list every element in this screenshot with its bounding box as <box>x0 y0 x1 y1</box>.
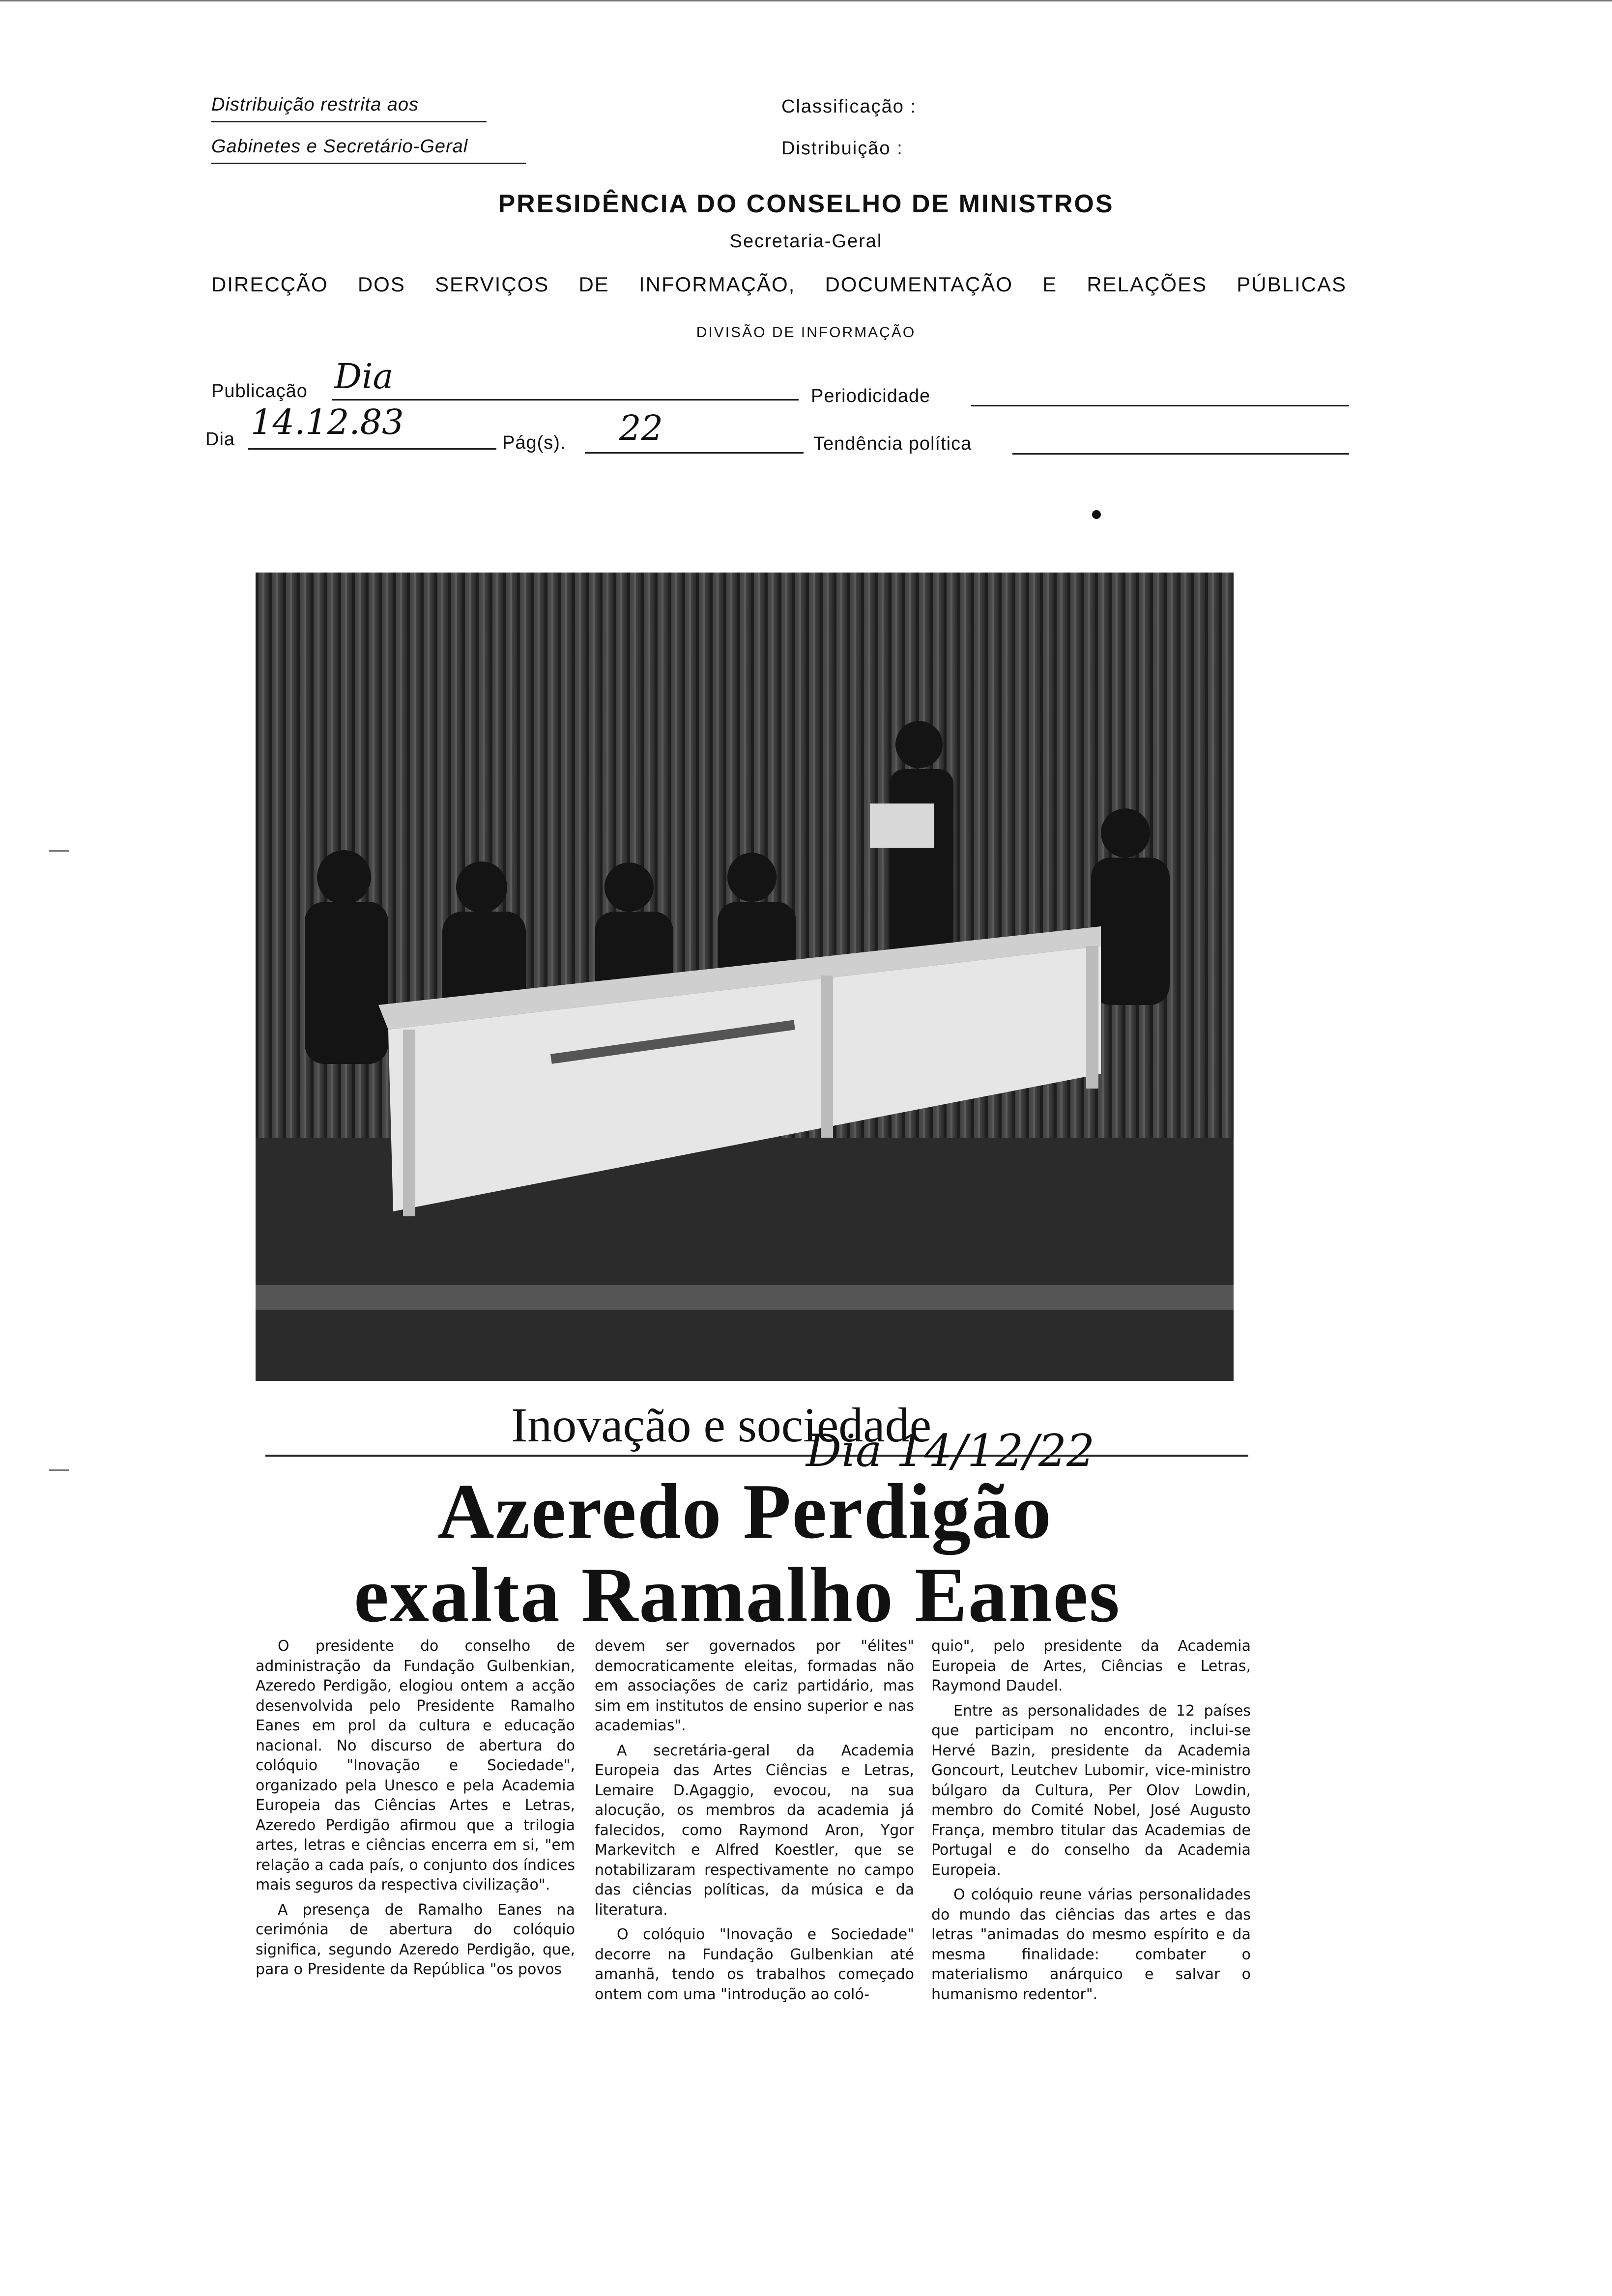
scan-top-edge <box>0 0 1612 1</box>
photo-stage-edge <box>256 1285 1234 1310</box>
political-tendency-line <box>1012 453 1349 455</box>
article-paragraph: Entre as personalidades de 12 países que participam no encontro, inclui-se Hervé Bazin, presidente da Academia Goncourt, Leutchev Lubomir, vice-ministro búlgaro da Cultura, Per Olov Lowdin, membro do Comité Nobel, José Augusto França, membro titular das Academias de Portugal e do conselho da Academia Europeia. <box>931 1702 1251 1879</box>
article-paragraph: O presidente do conselho de administração da Fundação Gulbenkian, Azeredo Perdigão, elogiou ontem a acção desenvolvida pelo Presidente Ramalho Eanes em prol da cultura e educação nacional. No discurso de abertura do colóquio "Inovação e Sociedade", organizado pela Unesco e pela Academia Europeia das Ciências Artes e Letras, Azeredo Perdigão afirmou que a trilogia artes, letras e ciências encerra em si, "em relação a cada país, o conjunto dos índices mais seguros da respectiva civilização". <box>256 1637 575 1894</box>
publication-label: Publicação <box>211 381 308 402</box>
pages-label: Pág(s). <box>502 432 566 453</box>
article-column-1 <box>256 1636 575 1980</box>
headline-rule <box>265 1455 1248 1457</box>
article-headline-line1: Azeredo Perdigão <box>437 1467 1052 1555</box>
distribution-restriction-line2: Gabinetes e Secretário-Geral <box>211 136 468 157</box>
day-line <box>248 448 496 450</box>
directorate-line: DIRECÇÃO DOS SERVIÇOS DE INFORMAÇÃO, DOCUMENTAÇÃO E RELAÇÕES PÚBLICAS <box>211 273 1347 296</box>
article-column-3 <box>931 1636 1251 2005</box>
conference-panel-photo <box>256 573 1234 1381</box>
periodicity-line <box>971 405 1349 406</box>
pages-line <box>585 452 804 454</box>
article-paragraph: quio", pelo presidente da Academia Europeia de Artes, Ciências e Letras, Raymond Daudel. <box>931 1637 1251 1694</box>
distribution-label: Distribuição : <box>781 138 903 159</box>
article-paragraph: O colóquio "Inovação e Sociedade" decorre na Fundação Gulbenkian até amanhã, tendo os trabalhos começado ontem com uma "introdução ao coló- <box>595 1926 914 2003</box>
photo-table-leg <box>403 1030 415 1216</box>
division-line: DIVISÃO DE INFORMAÇÃO <box>696 324 916 341</box>
scan-mark <box>49 1469 69 1471</box>
article-column-2 <box>595 1636 914 2005</box>
photo-paper <box>870 804 934 848</box>
day-label: Dia <box>205 429 235 450</box>
organization-subtitle: Secretaria-Geral <box>729 231 883 252</box>
photo-table-leg <box>821 976 833 1138</box>
article-kicker: Inovação e sociedade <box>511 1398 932 1452</box>
day-handwritten-value: 14.12.83 <box>251 402 404 442</box>
periodicity-label: Periodicidade <box>811 386 931 406</box>
publication-line <box>332 399 799 401</box>
article-paragraph: devem ser governados por "élites" democraticamente eleitas, formadas não em associações de cariz partidário, mas sim em institutos de ensino superior e nas academias". <box>595 1637 914 1734</box>
article-paragraph: O colóquio reune várias personalidades do mundo das ciências das artes e das letras "animadas do mesmo espírito e da mesma finalidade: combater o materialismo anárquico e salvar o humanismo redentor". <box>931 1886 1251 2003</box>
classification-label: Classificação : <box>781 96 917 117</box>
publication-handwritten-value: Dia <box>334 356 394 397</box>
distribution-restriction-line1: Distribuição restrita aos <box>211 94 419 115</box>
distribution-underline-2 <box>211 163 526 164</box>
scan-mark <box>49 850 69 852</box>
article-paragraph: A secretária-geral da Academia Europeia das Artes Ciências e Letras, Lemaire D.Agaggio, evocou, na sua alocução, os membros da academia já falecidos, como Raymond Aron, Ygor Markevitch e Alfred Koestler, que se notabilizaram respectivamente no campo das ciências políticas, da música e da literatura. <box>595 1742 914 1919</box>
article-paragraph: A presença de Ramalho Eanes na cerimónia de abertura do colóquio significa, segundo Azeredo Perdigão, que, para o Presidente da República "os povos <box>256 1901 575 1978</box>
political-tendency-label: Tendência política <box>813 433 972 454</box>
distribution-underline-1 <box>211 121 487 122</box>
photo-table-leg <box>1086 946 1098 1089</box>
handwritten-date-note: Dia 14/12/22 <box>806 1425 1095 1477</box>
organization-title: PRESIDÊNCIA DO CONSELHO DE MINISTROS <box>498 190 1114 218</box>
article-headline-line2: exalta Ramalho Eanes <box>354 1551 1121 1638</box>
pages-handwritten-value: 22 <box>619 408 663 448</box>
ink-dot <box>1092 510 1101 519</box>
